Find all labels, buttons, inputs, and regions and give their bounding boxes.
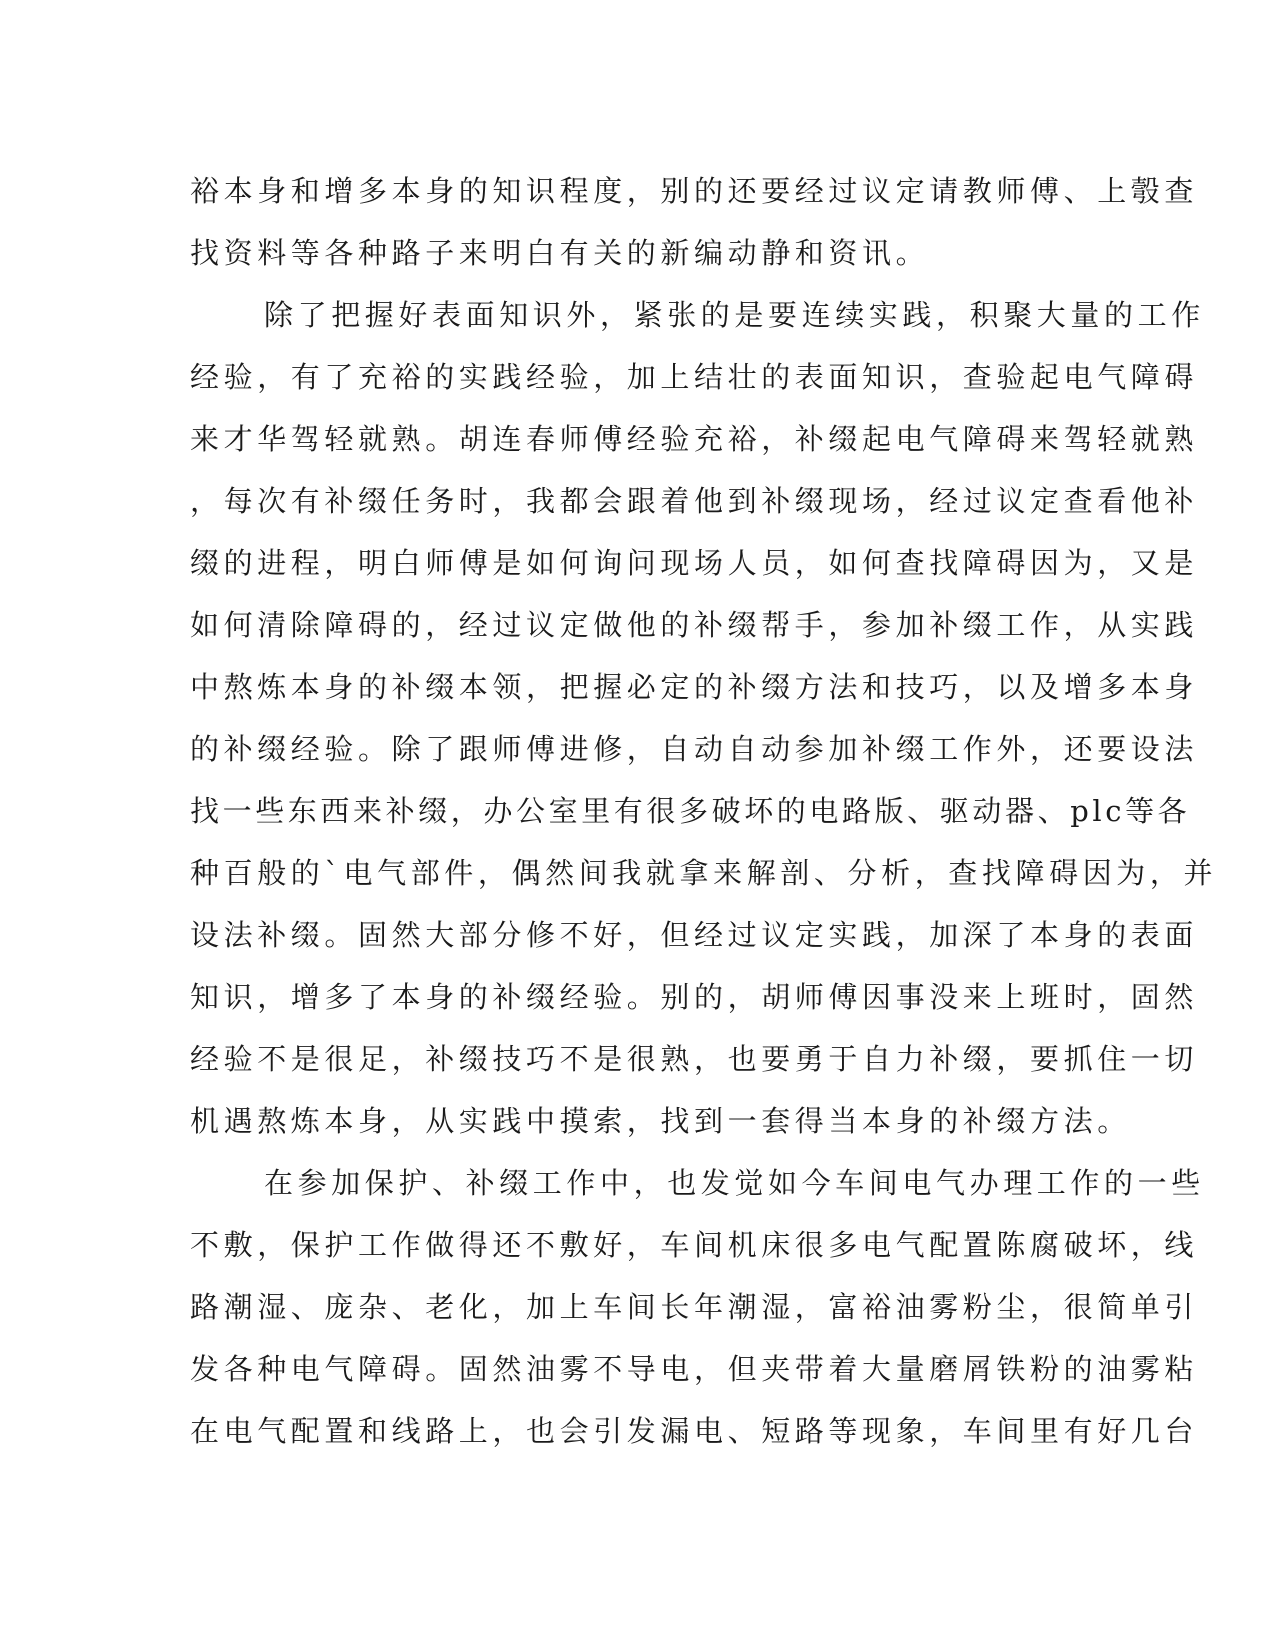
text-line: 路潮湿、庞杂、老化，加上车间长年潮湿，富裕油雾粉尘，很简单引 [190, 1290, 1199, 1324]
text-line: 的补缀经验。除了跟师傅进修，自动自动参加补缀工作外，还要设法 [190, 732, 1199, 766]
text-line: 机遇熬炼本身，从实践中摸索，找到一套得当本身的补缀方法。 [190, 1104, 1131, 1138]
paragraph-start-line: 在参加保护、补缀工作中，也发觉如今车间电气办理工作的一些 [264, 1166, 1205, 1200]
paragraph-start-line: 除了把握好表面知识外，紧张的是要连续实践，积聚大量的工作 [264, 298, 1205, 332]
text-line: 缀的进程，明白师傅是如何询问现场人员，如何查找障碍因为，又是 [190, 546, 1199, 580]
document-body [190, 160, 1218, 1462]
text-line: 在电气配置和线路上，也会引发漏电、短路等现象，车间里有好几台 [190, 1414, 1199, 1448]
text-line: 中熬炼本身的补缀本领，把握必定的补缀方法和技巧，以及增多本身 [190, 670, 1199, 704]
text-line: 来才华驾轻就熟。胡连春师傅经验充裕，补缀起电气障碍来驾轻就熟 [190, 422, 1199, 456]
text-line: 知识，增多了本身的补缀经验。别的，胡师傅因事没来上班时，固然 [190, 980, 1199, 1014]
text-line: 种百般的`电气部件，偶然间我就拿来解剖、分析，查找障碍因为，并 [190, 856, 1218, 890]
text-line: 裕本身和增多本身的知识程度，别的还要经过议定请教师傅、上彀查 [190, 174, 1199, 208]
text-line: 发各种电气障碍。固然油雾不导电，但夹带着大量磨屑铁粉的油雾粘 [190, 1352, 1199, 1386]
text-line: 设法补缀。固然大部分修不好，但经过议定实践，加深了本身的表面 [190, 918, 1199, 952]
text-line: 经验，有了充裕的实践经验，加上结壮的表面知识，查验起电气障碍 [190, 360, 1199, 394]
text-line: 不敷，保护工作做得还不敷好，车间机床很多电气配置陈腐破坏，线 [190, 1228, 1199, 1262]
text-line: 找资料等各种路子来明白有关的新编动静和资讯。 [190, 236, 930, 270]
text-line: 如何清除障碍的，经过议定做他的补缀帮手，参加补缀工作，从实践 [190, 608, 1199, 642]
text-line: 找一些东西来补缀，办公室里有很多破坏的电路版、驱动器、plc等各 [190, 794, 1191, 828]
text-line: 经验不是很足，补缀技巧不是很熟，也要勇于自力补缀，要抓住一切 [190, 1042, 1199, 1076]
text-line: ，每次有补缀任务时，我都会跟着他到补缀现场，经过议定查看他补 [190, 484, 1199, 518]
